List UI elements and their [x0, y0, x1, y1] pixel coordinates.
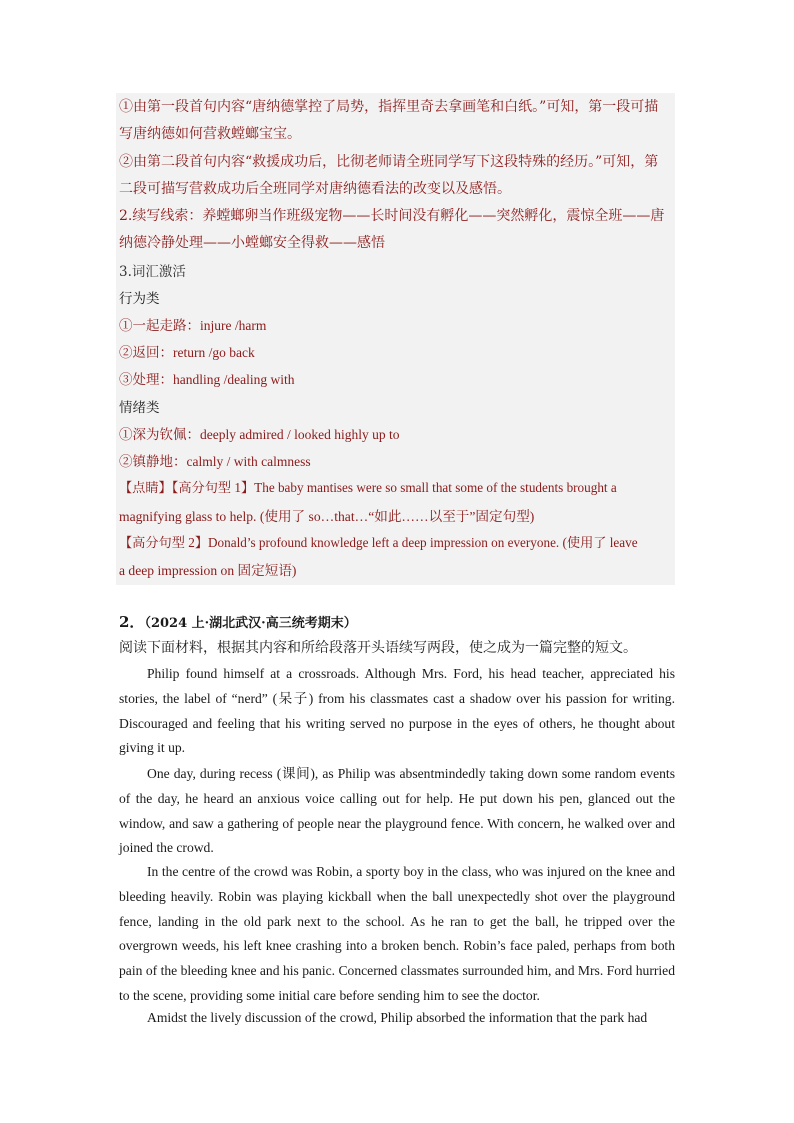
high-score-sentence-1-cont: magnifying glass to help. (使用了 so…that…“如此……以至于”固定句型) — [119, 509, 535, 524]
passage-paragraph-3: In the centre of the crowd was Robin, a sporty boy in the class, who was injured on the knee and bleeding heavily. Robin was playing kickball when the ball unexpectedly shot over the playground fence, landing in the old park next to the school. As he ran to get the ball, he tripped over the overgrown weeds, his left knee crashing into a broken bench. Robin’s face paled, perhaps from both pain of the bleeding knee and his panic. Concerned classmates surrounded him, and Mrs. Ford hurried to the scene, providing some initial care before sending him to see the doctor. — [119, 864, 675, 1003]
vocab-item-1: ①一起走路：injure /harm — [119, 318, 267, 333]
passage-paragraph-4: Amidst the lively discussion of the crowd, Philip absorbed the information that the park had — [147, 1010, 648, 1025]
vocab-heading: 3.词汇激活 — [119, 264, 186, 280]
question-source: （2024 上·湖北武汉·高三统考期末） — [144, 616, 357, 631]
analysis-line-2: 写唐纳德如何营救螳螂宝宝。 — [119, 126, 301, 142]
vocab-item-3: ③处理：handling /dealing with — [119, 372, 295, 387]
vocab-item-2: ②返回：return /go back — [119, 345, 255, 360]
high-score-sentence-2-cont: a deep impression on 固定短语) — [119, 563, 297, 578]
question-instruction: 阅读下面材料，根据其内容和所给段落开头语续写两段，使之成为一篇完整的短文。 — [119, 640, 637, 656]
question-header — [119, 611, 357, 632]
vocab-item-4: ①深为钦佩：deeply admired / looked highly up to — [119, 427, 400, 442]
vocab-category-action: 行为类 — [119, 291, 160, 307]
passage-paragraph-1: Philip found himself at a crossroads. Although Mrs. Ford, his head teacher, appreciated his stories, the label of “nerd” (呆子) from his classmates cast a shadow over his passion for writing. Discouraged and feeling that his writing served no purpose in the eyes of others, he thought about giving it up. — [119, 666, 675, 756]
passage-paragraph-2: One day, during recess (课间), as Philip was absentmindedly taking down some random events of the day, he heard an anxious voice calling out for help. He put down his pen, glanced out the window, and saw a gathering of people near the playground fence. With concern, he walked over and joined the crowd. — [119, 766, 675, 856]
vocab-category-emotion: 情绪类 — [119, 400, 160, 416]
analysis-line-4: 二段可描写营救成功后全班同学对唐纳德看法的改变以及感悟。 — [119, 181, 511, 197]
analysis-line-1: ①由第一段首句内容“唐纳德掌控了局势，指挥里奇去拿画笔和白纸。”可知，第一段可描 — [119, 99, 659, 115]
continuation-clue-line-1: 2.续写线索：养螳螂卵当作班级宠物——长时间没有孵化——突然孵化，震惊全班——唐 — [119, 208, 665, 224]
question-number: 2． — [119, 613, 145, 631]
analysis-line-3: ②由第二段首句内容“救援成功后，比彻老师请全班同学写下这段特殊的经历。”可知，第 — [119, 154, 659, 170]
high-score-sentence-1: 【点睛】【高分句型 1】The baby mantises were so small that some of the students brought a — [119, 480, 617, 495]
high-score-sentence-2: 【高分句型 2】Donald’s profound knowledge left a deep impression on everyone. (使用了 leave — [119, 535, 638, 550]
vocab-item-5: ②镇静地：calmly / with calmness — [119, 454, 311, 469]
continuation-clue-line-2: 纳德冷静处理——小螳螂安全得救——感悟 — [119, 235, 385, 251]
